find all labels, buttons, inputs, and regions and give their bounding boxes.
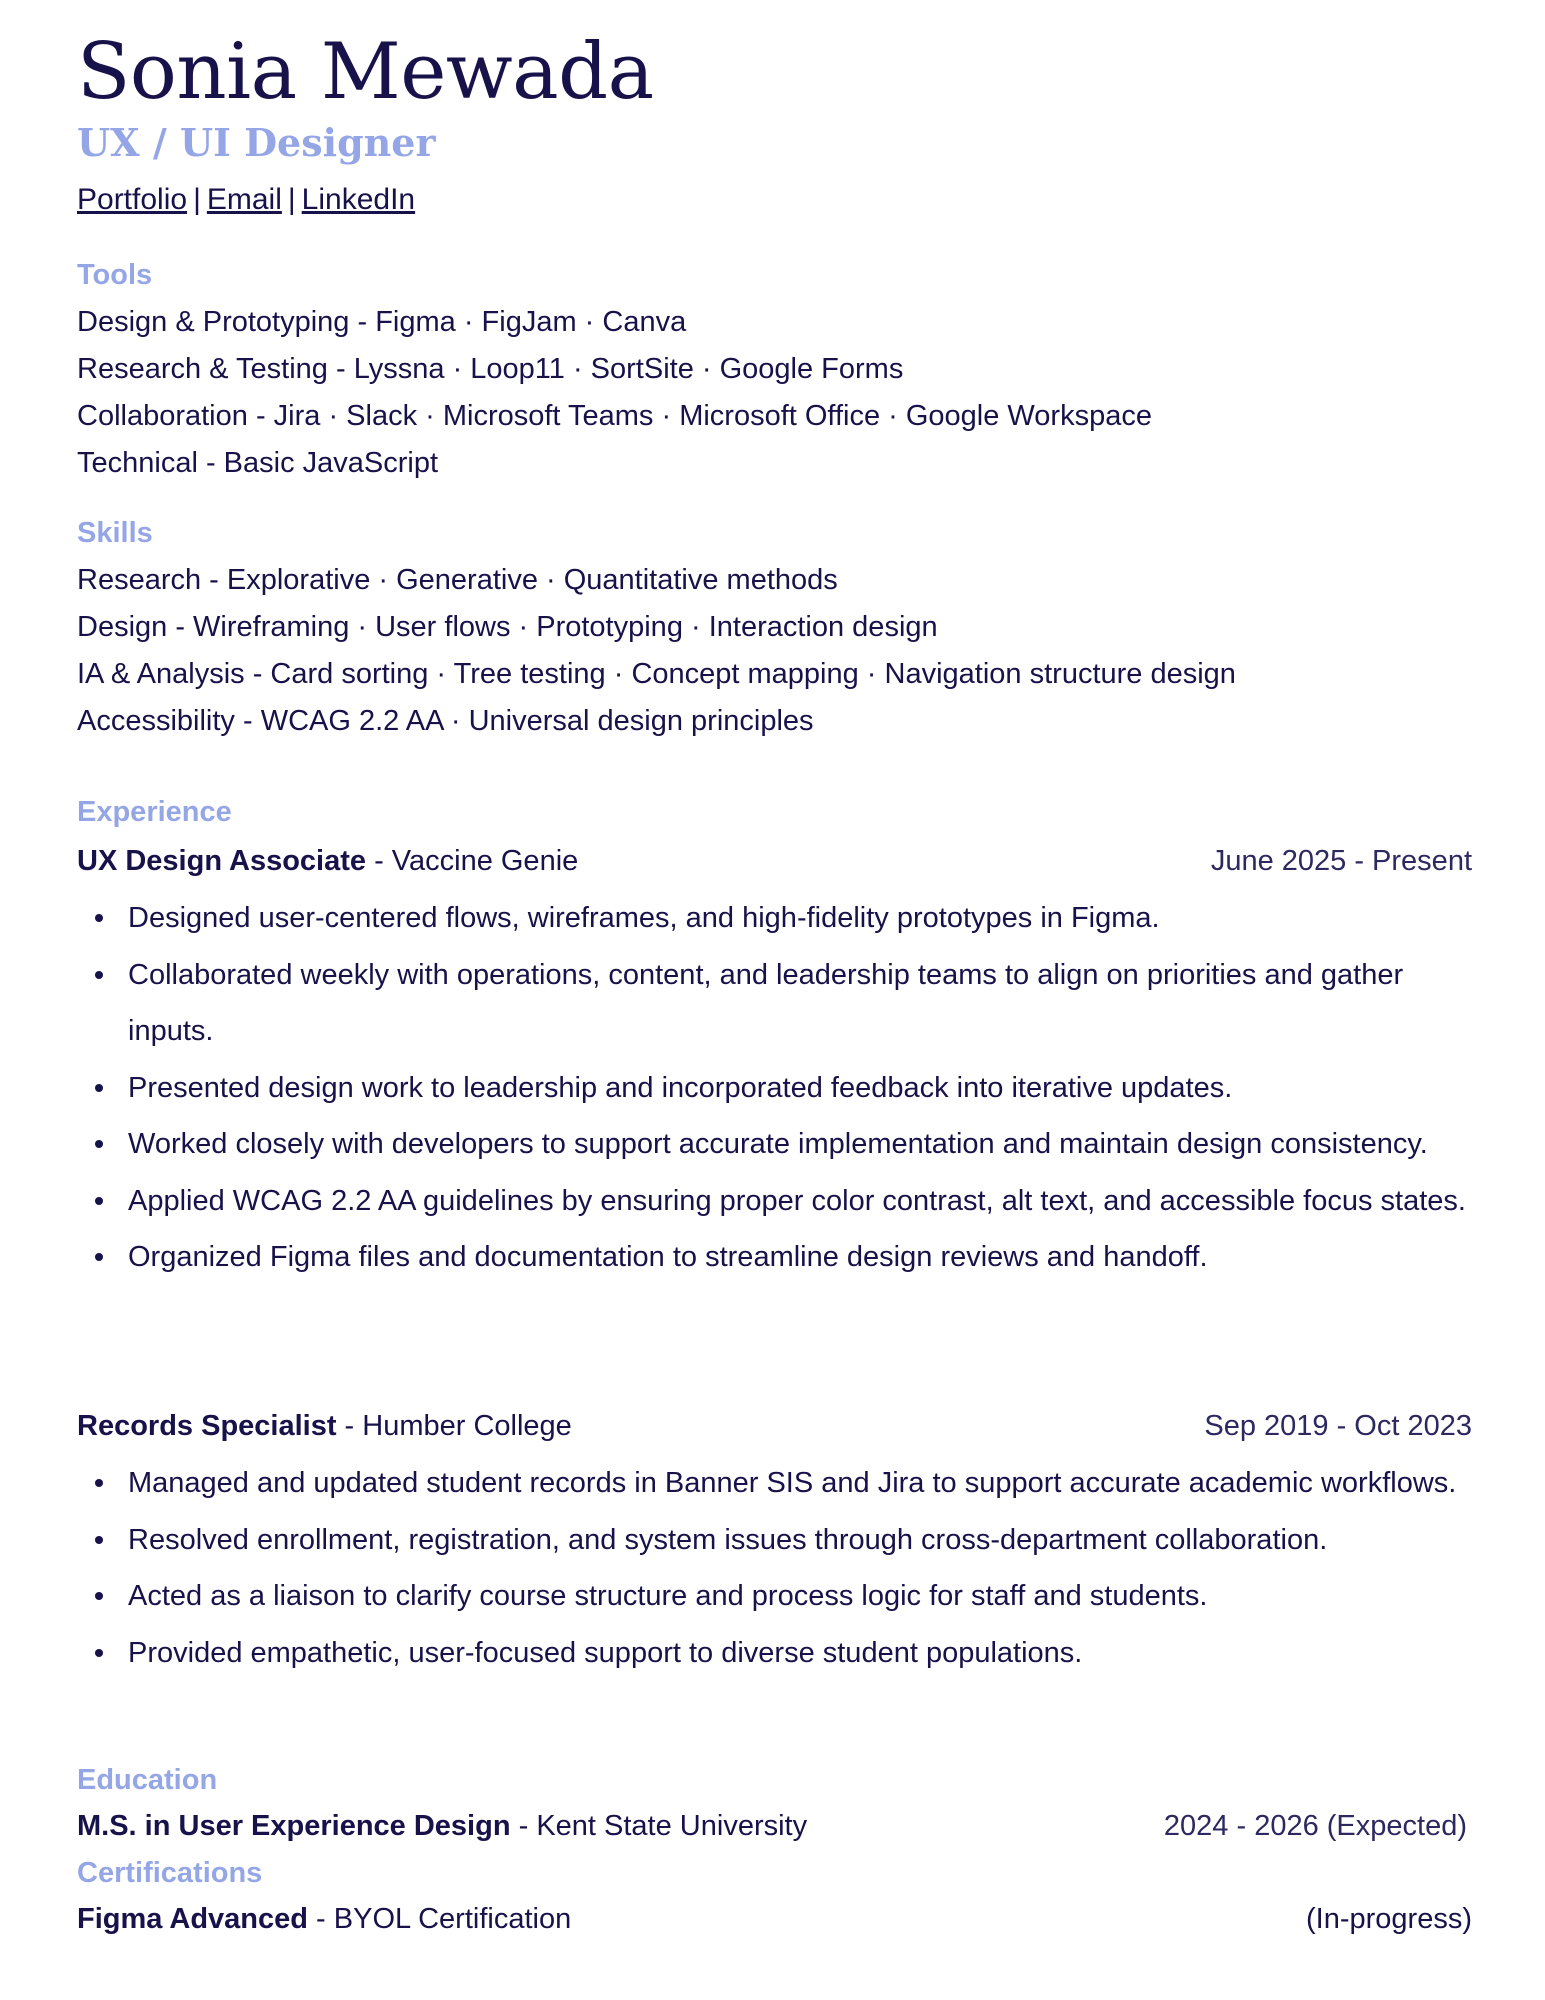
job-dates: Sep 2019 - Oct 2023 <box>1204 1410 1472 1442</box>
bullet-item: Worked closely with developers to support accurate implementation and maintain design consistency. <box>77 1116 1472 1173</box>
skills-line: IA & Analysis - Card sorting · Tree testing · Concept mapping · Navigation structure design <box>77 658 1236 690</box>
education-heading: Education <box>77 1764 218 1796</box>
link-separator: | <box>193 183 201 216</box>
bullet-item: Managed and updated student records in Banner SIS and Jira to support accurate academic workflows. <box>77 1455 1472 1512</box>
email-link[interactable]: Email <box>206 183 282 216</box>
bullet-item: Organized Figma files and documentation to streamline design reviews and handoff. <box>77 1229 1472 1286</box>
bullet-item: Acted as a liaison to clarify course structure and process logic for staff and students. <box>77 1568 1472 1625</box>
job-organization: - Humber College <box>336 1410 572 1442</box>
job-header <box>77 1406 1472 1446</box>
education-entry <box>77 1806 1472 1846</box>
certification-name: Figma Advanced <box>77 1903 308 1935</box>
job-dates: June 2025 - Present <box>1210 845 1472 877</box>
linkedin-link[interactable]: LinkedIn <box>301 183 416 216</box>
skills-line: Accessibility - WCAG 2.2 AA · Universal design principles <box>77 705 814 737</box>
tools-line: Research & Testing - Lyssna · Loop11 · SortSite · Google Forms <box>77 353 904 385</box>
bullet-item: Presented design work to leadership and incorporated feedback into iterative updates. <box>77 1060 1472 1117</box>
school-name: - Kent State University <box>510 1810 808 1842</box>
job-role: UX / UI Designer <box>77 120 436 165</box>
link-separator: | <box>287 183 296 216</box>
bullet-item: Provided empathetic, user-focused support to diverse student populations. <box>77 1625 1472 1682</box>
experience-heading: Experience <box>77 796 232 828</box>
bullet-item: Designed user-centered flows, wireframes, and high-fidelity prototypes in Figma. <box>77 890 1472 947</box>
portfolio-link[interactable]: Portfolio <box>77 183 188 216</box>
certification-status: (In-progress) <box>1306 1903 1472 1935</box>
job-title: UX Design Associate <box>77 845 367 877</box>
bullet-item: Resolved enrollment, registration, and system issues through cross-department collaboration. <box>77 1512 1472 1569</box>
job-bullets <box>77 1455 1472 1681</box>
skills-line: Research - Explorative · Generative · Quantitative methods <box>77 564 838 596</box>
job-header <box>77 841 1472 881</box>
bullet-item: Applied WCAG 2.2 AA guidelines by ensuring proper color contrast, alt text, and accessible focus states. <box>77 1173 1472 1230</box>
certification-entry <box>77 1899 1472 1939</box>
job-title: Records Specialist <box>77 1410 337 1442</box>
job-organization: - Vaccine Genie <box>366 845 579 877</box>
tools-line: Collaboration - Jira · Slack · Microsoft Teams · Microsoft Office · Google Workspace <box>77 400 1152 432</box>
skills-heading: Skills <box>77 517 153 549</box>
certification-issuer: - BYOL Certification <box>307 1903 572 1935</box>
tools-line: Design & Prototyping - Figma · FigJam · Canva <box>77 306 687 338</box>
candidate-name: Sonia Mewada <box>77 27 654 117</box>
degree-name: M.S. in User Experience Design <box>77 1810 511 1842</box>
job-bullets <box>77 890 1472 1286</box>
contact-links <box>77 180 415 220</box>
certifications-heading: Certifications <box>77 1857 263 1889</box>
tools-heading: Tools <box>77 259 153 291</box>
education-dates: 2024 - 2026 (Expected) <box>1163 1810 1467 1842</box>
bullet-item: Collaborated weekly with operations, content, and leadership teams to align on priorities and gather inputs. <box>77 947 1472 1060</box>
tools-line: Technical - Basic JavaScript <box>77 447 439 479</box>
skills-line: Design - Wireframing · User flows · Prototyping · Interaction design <box>77 611 938 643</box>
